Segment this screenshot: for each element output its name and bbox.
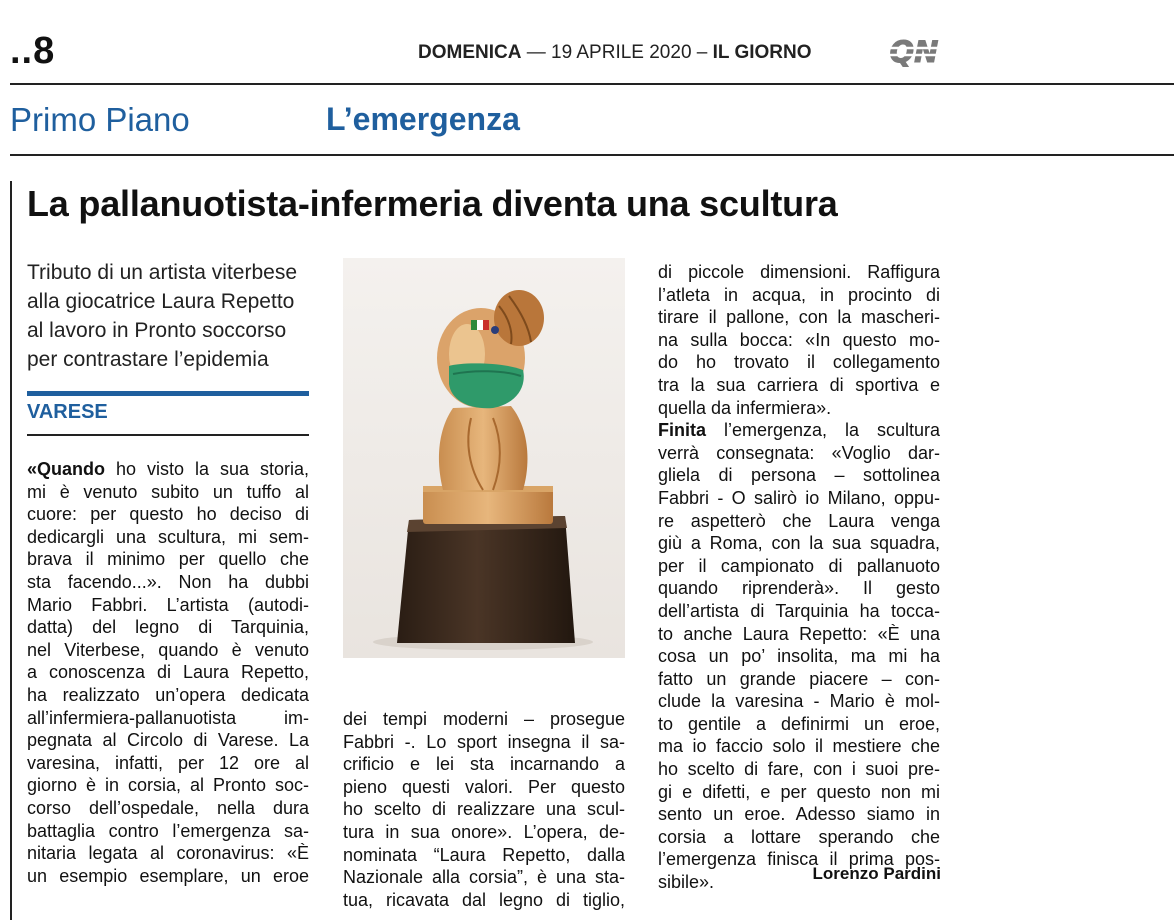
body-line: quando riprenderà». Il gesto bbox=[658, 578, 940, 599]
body-line: Mario Fabbri. L’artista (autodi- bbox=[27, 594, 309, 615]
body-line: corsia a lottare sperando che bbox=[658, 826, 940, 847]
body-line: tura in sua onore». L’opera, de- bbox=[343, 821, 625, 842]
body-line: quella da infermiera». bbox=[658, 397, 832, 418]
lead-word: «Quando bbox=[27, 459, 106, 479]
body-line: battaglia contro l’emergenza sa- bbox=[27, 820, 309, 841]
article-column-3 bbox=[658, 261, 940, 894]
body-line: tirare il pallone, con la mascheri- bbox=[658, 307, 940, 328]
body-line: all’infermiera-pallanuotista im- bbox=[27, 707, 309, 728]
body-line: Fabbri - O salirò io Milano, oppu- bbox=[658, 487, 940, 508]
body-line: sibile». bbox=[658, 872, 715, 893]
body-line: a conoscenza di Laura Repetto, bbox=[27, 662, 309, 683]
body-line: dell’artista di Tarquinia ha tocca- bbox=[658, 600, 940, 621]
body-line: giorno è in corsia, al Pronto soc- bbox=[27, 775, 309, 796]
section-name: Primo Piano bbox=[10, 101, 190, 138]
dateline-rule bbox=[27, 434, 309, 436]
body-line: ho scelto di fare, con i suoi pre- bbox=[658, 759, 940, 780]
body-line: ma io faccio solo il mestiere che bbox=[658, 736, 940, 757]
subhead-line: Tributo di un artista viterbese bbox=[27, 261, 298, 284]
body-line: datta) del legno di Tarquinia, bbox=[27, 617, 309, 638]
section-kicker: L’emergenza bbox=[326, 101, 520, 137]
masthead-rule bbox=[10, 83, 1174, 85]
body-line: crificio e lei sta incarnando a bbox=[343, 754, 625, 775]
body-line: nominata “Laura Repetto, dalla bbox=[343, 844, 625, 865]
body-line: gliela di persona – sottolinea bbox=[658, 465, 940, 486]
page-number: ..8 bbox=[10, 30, 56, 72]
lead-word: Finita bbox=[658, 420, 706, 441]
dateline-masthead bbox=[418, 42, 812, 64]
qn-logo-text: QN bbox=[889, 37, 939, 67]
body-line: corso dell’ospedale, nella dura bbox=[27, 797, 309, 818]
sculpture-photo bbox=[343, 258, 625, 658]
body-line: sta facendo...». Non ha dubbi bbox=[27, 571, 309, 592]
paper-name: IL GIORNO bbox=[712, 42, 812, 63]
body-line: varesina, infatti, per 12 ore al bbox=[27, 752, 309, 773]
body-line: dedicargli una scultura, mi sem- bbox=[27, 526, 309, 547]
body-line: Finita l’emergenza, la scultura bbox=[658, 420, 940, 441]
article-headline: La pallanuotista-infermeria diventa una scultura bbox=[27, 183, 838, 224]
body-line: gi e difetti, e per questo non mi bbox=[658, 781, 940, 802]
body-line: sento un eroe. Adesso siamo in bbox=[658, 804, 940, 825]
article-column-2 bbox=[343, 708, 625, 911]
body-line: pieno questi valori. Per questo bbox=[343, 776, 625, 797]
body-line: cosa un po’ insolita, ma mi ha bbox=[658, 646, 940, 667]
section-rule bbox=[10, 154, 1174, 156]
issue-date: — 19 APRILE 2020 – bbox=[526, 42, 708, 63]
body-line: l’atleta in acqua, in procinto di bbox=[658, 284, 940, 305]
subhead-line: al lavoro in Pronto soccorso bbox=[27, 319, 287, 342]
article-dateline: VARESE bbox=[27, 401, 108, 423]
body-line: brava il minimo per quello che bbox=[27, 549, 309, 570]
body-line: mi è venuto subito un tuffo al bbox=[27, 481, 309, 502]
article-subhead bbox=[27, 258, 317, 374]
subhead-line: alla giocatrice Laura Repetto bbox=[27, 290, 295, 313]
body-line: to anche Laura Repetto: «È una bbox=[658, 623, 940, 644]
body-line: clude la varesina - Mario è mol- bbox=[658, 691, 940, 712]
body-line: do ho trovato il collegamento bbox=[658, 352, 940, 373]
subhead-line: per contrastare l’epidemia bbox=[27, 348, 269, 371]
subhead-blue-rule bbox=[27, 391, 309, 396]
weekday: DOMENICA bbox=[418, 42, 522, 63]
body-line: na sulla bocca: «In questo mo- bbox=[658, 329, 940, 350]
qn-logo bbox=[882, 37, 946, 67]
body-line: dei tempi moderni – prosegue bbox=[343, 709, 625, 729]
body-line: nel Viterbese, quando è venuto bbox=[27, 639, 309, 660]
body-line: ho scelto di realizzare una scul- bbox=[343, 799, 625, 820]
article-left-rule bbox=[10, 181, 12, 920]
body-line: fatto un grande piacere – con- bbox=[658, 668, 940, 689]
body-line: l’emergenza finisca il prima pos- bbox=[658, 849, 940, 870]
body-line: per il campionato di pallanuoto bbox=[658, 555, 940, 576]
body-line: tua, ricavata dal legno di tiglio, bbox=[343, 889, 625, 910]
byline: Lorenzo Pardini bbox=[812, 864, 941, 883]
body-line: un esempio esemplare, un eroe bbox=[27, 865, 309, 886]
body-line: to gentile a definirmi un eroe, bbox=[658, 713, 940, 734]
body-line: Fabbri -. Lo sport insegna il sa- bbox=[343, 731, 625, 752]
body-line: re aspetterò che Laura venga bbox=[658, 510, 940, 531]
body-line: verrà consegnata: «Voglio dar- bbox=[658, 442, 940, 463]
body-line: «Quando ho visto la sua storia, bbox=[27, 459, 309, 479]
body-line: tra la sua carriera di sportiva e bbox=[658, 374, 940, 395]
body-line: di piccole dimensioni. Raffigura bbox=[658, 262, 940, 282]
body-line: ha realizzato un’opera dedicata bbox=[27, 684, 309, 705]
body-line: pegnata al Circolo di Varese. La bbox=[27, 730, 309, 751]
body-line: cuore: per questo ho deciso di bbox=[27, 504, 309, 525]
body-line: Nazionale alla corsia”, è una sta- bbox=[343, 867, 625, 888]
article-column-1 bbox=[27, 458, 309, 887]
body-line: nitaria legata al coronavirus: «È bbox=[27, 843, 309, 864]
body-line: giù a Roma, con la sua squadra, bbox=[658, 533, 940, 554]
